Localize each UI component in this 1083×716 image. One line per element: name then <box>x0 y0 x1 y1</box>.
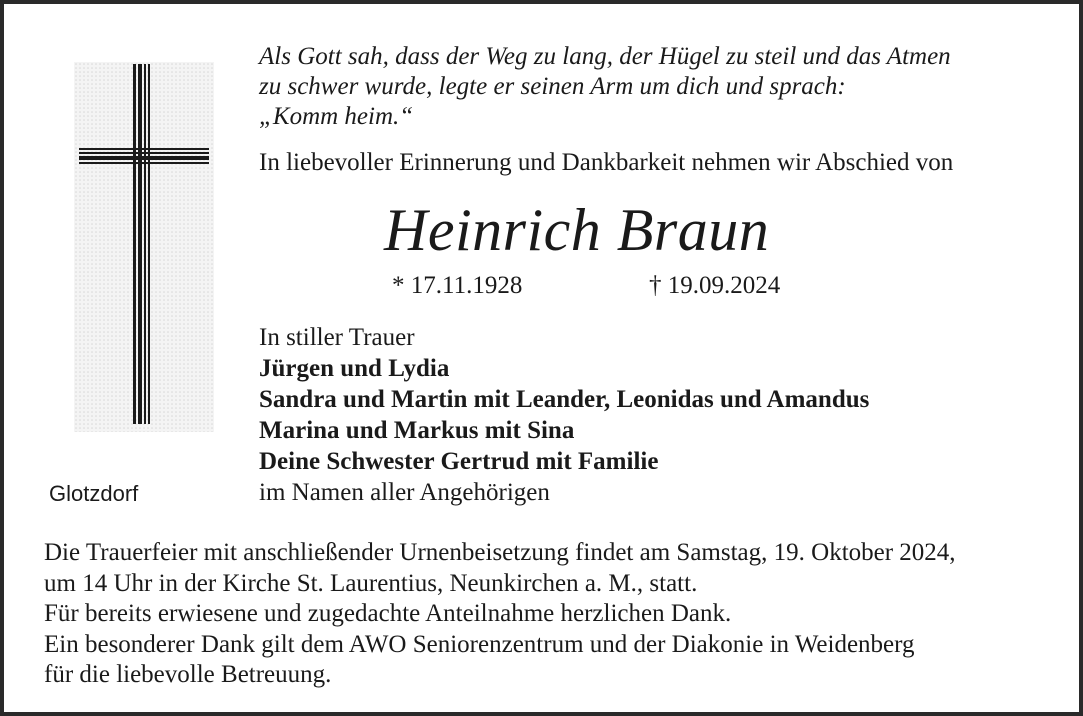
quote-line: zu schwer wurde, legte er seinen Arm um dich und sprach: <box>259 73 846 100</box>
announcement-line: für die liebevolle Betreuung. <box>44 661 332 688</box>
birth-date: * 17.11.1928 <box>392 272 523 299</box>
mourner-family: Deine Schwester Gertrud mit Familie <box>259 448 659 475</box>
mourner-family: Marina und Markus mit Sina <box>259 417 575 444</box>
funeral-announcement <box>44 538 956 691</box>
mourners-opening: In stiller Trauer <box>259 324 415 351</box>
announcement-line: Ein besonderer Dank gilt dem AWO Seniorenzentrum und der Diakonie in Weidenberg <box>44 630 915 658</box>
quote-line: Als Gott sah, dass der Weg zu lang, der Hügel zu steil und das Atmen <box>259 43 951 70</box>
announcement-line: Für bereits erwiesene und zugedachte Anteilnahme herzlichen Dank. <box>44 600 732 627</box>
deceased-name: Heinrich Braun <box>384 197 770 263</box>
place-of-residence: Glotzdorf <box>49 481 139 506</box>
mourners-list <box>259 322 869 508</box>
announcement-line: um 14 Uhr in der Kirche St. Laurentius, Neunkirchen a. M., statt. <box>44 569 698 597</box>
announcement-line: Die Trauerfeier mit anschließender Urnenbeisetzung findet am Samstag, 19. Oktober 2024, <box>44 539 956 566</box>
quote-line: „Komm heim.“ <box>259 103 414 130</box>
cross-icon <box>74 62 214 432</box>
death-date: † 19.09.2024 <box>649 272 781 299</box>
farewell-intro: In liebevoller Erinnerung und Dankbarkeit nehmen wir Abschied von <box>259 149 954 176</box>
mourner-family: Sandra und Martin mit Leander, Leonidas und Amandus <box>259 386 870 413</box>
mourners-closing: im Namen aller Angehörigen <box>259 479 550 506</box>
memorial-quote <box>259 42 951 132</box>
mourner-family: Jürgen und Lydia <box>259 355 450 382</box>
